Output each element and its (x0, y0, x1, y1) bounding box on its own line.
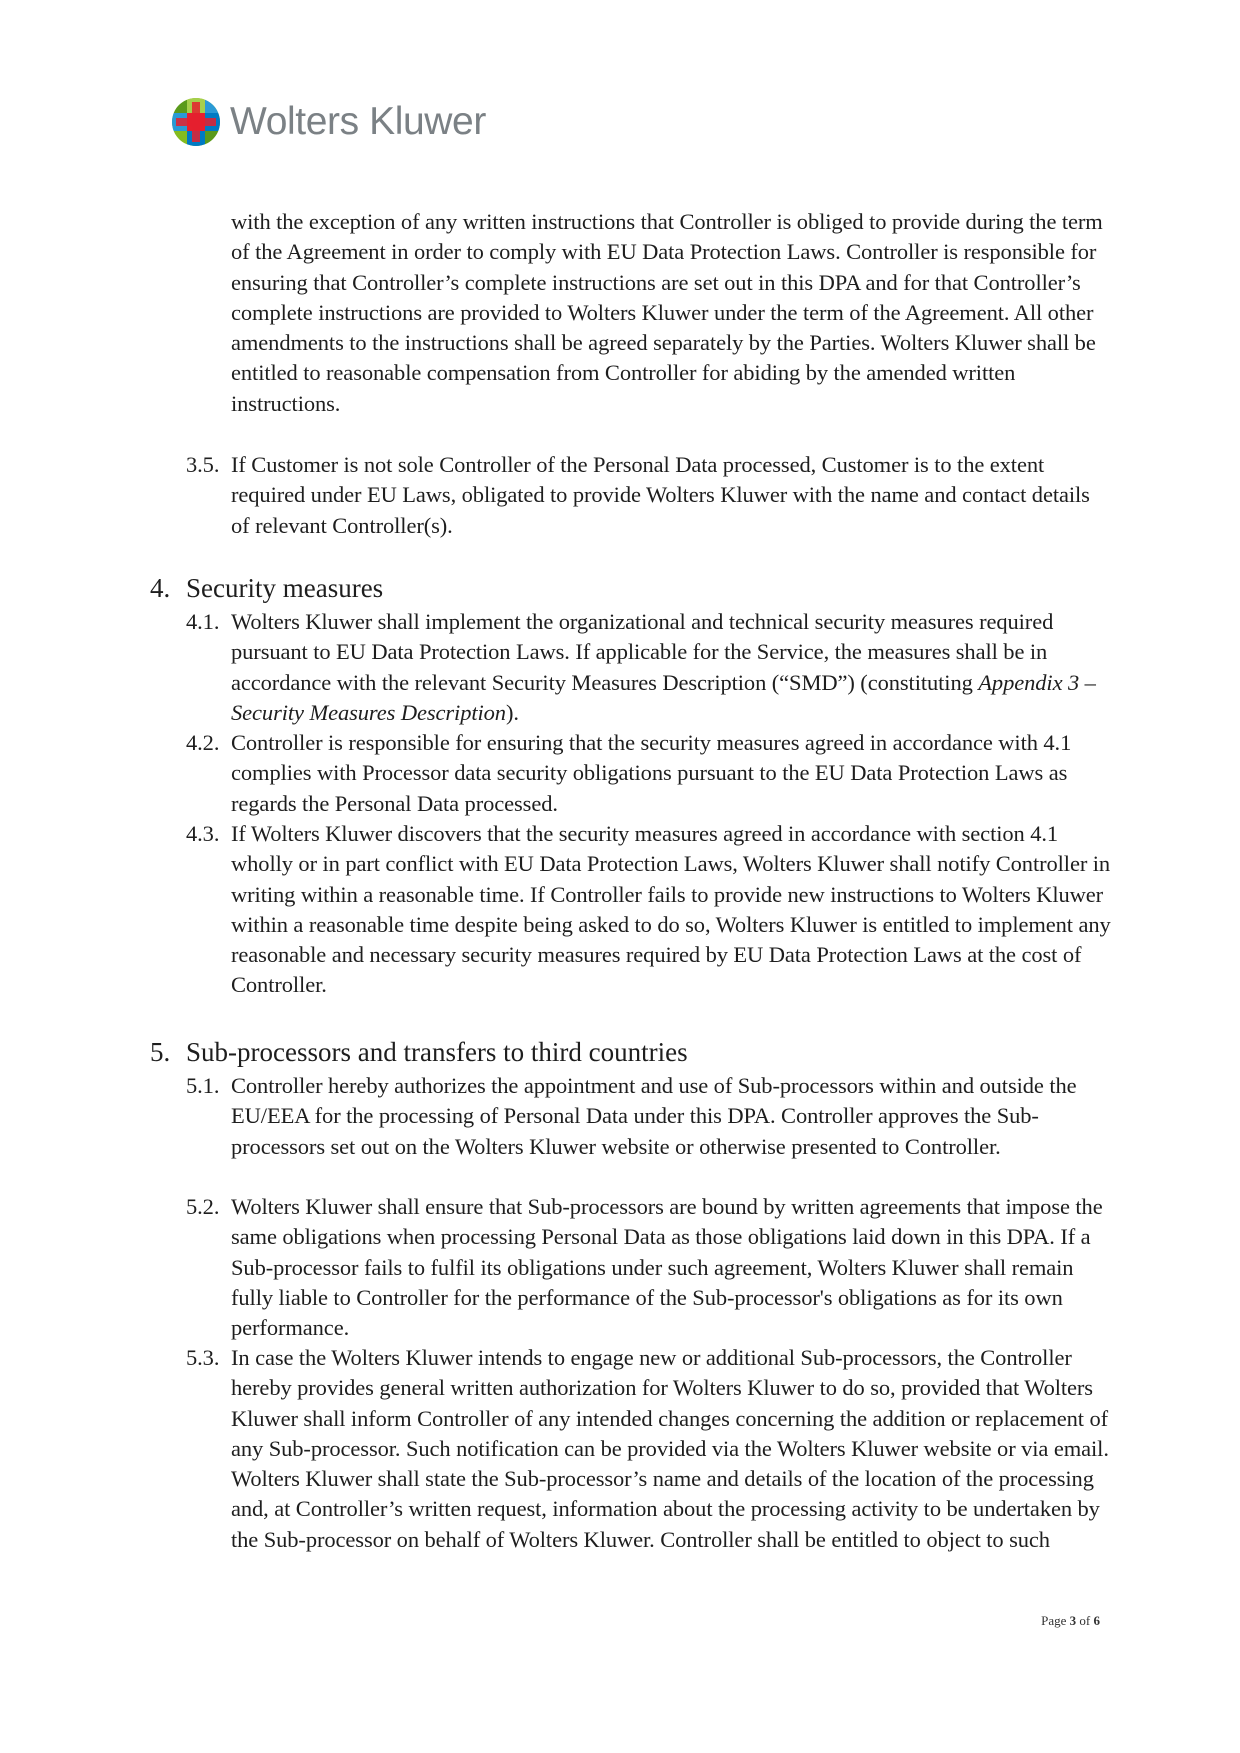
clause-4-3 (186, 819, 1111, 1001)
clause-4-2 (186, 728, 1111, 819)
clause-5-3 (186, 1343, 1111, 1555)
clause-text-part: Wolters Kluwer shall implement the organizational and technical security measures required pursuant to EU Data Protection Laws. If applicable for the Service, the measures shall be in accordance with the relevant Security Measures Description (“SMD”) (constituting (231, 609, 1054, 695)
clause-text: Controller hereby authorizes the appointment and use of Sub-processors within and outside the EU/EEA for the processing of Personal Data under this DPA. Controller approves the Sub-processors set out on the Wolters Kluwer website or otherwise presented to Controller. (231, 1073, 1077, 1159)
brand-logo (170, 94, 486, 150)
section-title: Sub-processors and transfers to third countries (186, 1037, 688, 1067)
clause-number: 3.5. (186, 452, 220, 477)
total-pages-number: 6 (1093, 1613, 1100, 1628)
wolters-kluwer-mosaic-logo-icon (170, 96, 222, 148)
clause-number: 4.3. (186, 821, 220, 846)
clause-text-part: ). (505, 699, 519, 725)
clause-text: Wolters Kluwer shall ensure that Sub-processors are bound by written agreements that impose the same obligations when processing Personal Data as those obligations laid down in this DPA. If a Sub-processor fails to fulfil its obligations under such agreement, Wolters Kluwer shall remain fully liable to Controller for the performance of the Sub-processor's obligations as for its own performance. (231, 1194, 1103, 1341)
section-4-heading (150, 571, 383, 605)
clause-text (231, 607, 1111, 728)
clause-number: 5.1. (186, 1073, 220, 1098)
section-title: Security measures (186, 573, 384, 603)
clause-text: If Customer is not sole Controller of the Personal Data processed, Customer is to the extent required under EU Laws, obligated to provide Wolters Kluwer with the name and contact details of relevant Controller(s). (231, 452, 1090, 538)
appendix-reference: Appendix 3 – Security Measures Description (231, 669, 1096, 725)
section-number: 5. (150, 1037, 171, 1067)
clause-number: 4.1. (186, 609, 220, 634)
continued-paragraph: with the exception of any written instructions that Controller is obliged to provide during the term of the Agreement in order to comply with EU Data Protection Laws. Controller is responsible for ensuring that Controller’s complete instructions are set out in this DPA and for that Controller’s complete instructions are provided to Wolters Kluwer under the term of the Agreement. All other amendments to the instructions shall be agreed separately by the Parties. Wolters Kluwer shall be entitled to reasonable compensation from Controller for abiding by the amended written instructions. (231, 209, 1103, 416)
page-label: Page (1041, 1613, 1067, 1628)
page-footer (1000, 1613, 1100, 1629)
section-number: 4. (150, 573, 171, 603)
clause-3-5 (186, 450, 1111, 541)
clause-number: 4.2. (186, 730, 220, 755)
section-5-heading (150, 1035, 688, 1069)
clause-5-2 (186, 1192, 1111, 1343)
of-label: of (1079, 1613, 1091, 1628)
clause-text: In case the Wolters Kluwer intends to engage new or additional Sub-processors, the Controller hereby provides general written authorization for Wolters Kluwer to do so, provided that Wolters Kluwer shall inform Controller of any intended changes concerning the addition or replacement of any Sub-processor. Such notification can be provided via the Wolters Kluwer website or via email. Wolters Kluwer shall state the Sub-processor’s name and details of the location of the processing and, at Controller’s written request, information about the processing activity to be undertaken by the Sub-processor on behalf of Wolters Kluwer. Controller shall be entitled to object to such (231, 1345, 1109, 1552)
clause-4-1 (186, 607, 1111, 728)
brand-name: Wolters Kluwer (230, 100, 486, 143)
clause-text: Controller is responsible for ensuring that the security measures agreed in accordance with 4.1 complies with Processor data security obligations pursuant to the EU Data Protection Laws as regards the Personal Data processed. (231, 730, 1072, 816)
clause-text: If Wolters Kluwer discovers that the security measures agreed in accordance with section 4.1 wholly or in part conflict with EU Data Protection Laws, Wolters Kluwer shall notify Controller in writing within a reasonable time. If Controller fails to provide new instructions to Wolters Kluwer within a reasonable time despite being asked to do so, Wolters Kluwer is entitled to implement any reasonable and necessary security measures required by EU Data Protection Laws at the cost of Controller. (231, 821, 1111, 998)
clause-number: 5.3. (186, 1345, 220, 1370)
current-page-number: 3 (1069, 1613, 1077, 1628)
clause-5-1 (186, 1071, 1111, 1162)
clause-number: 5.2. (186, 1194, 220, 1219)
